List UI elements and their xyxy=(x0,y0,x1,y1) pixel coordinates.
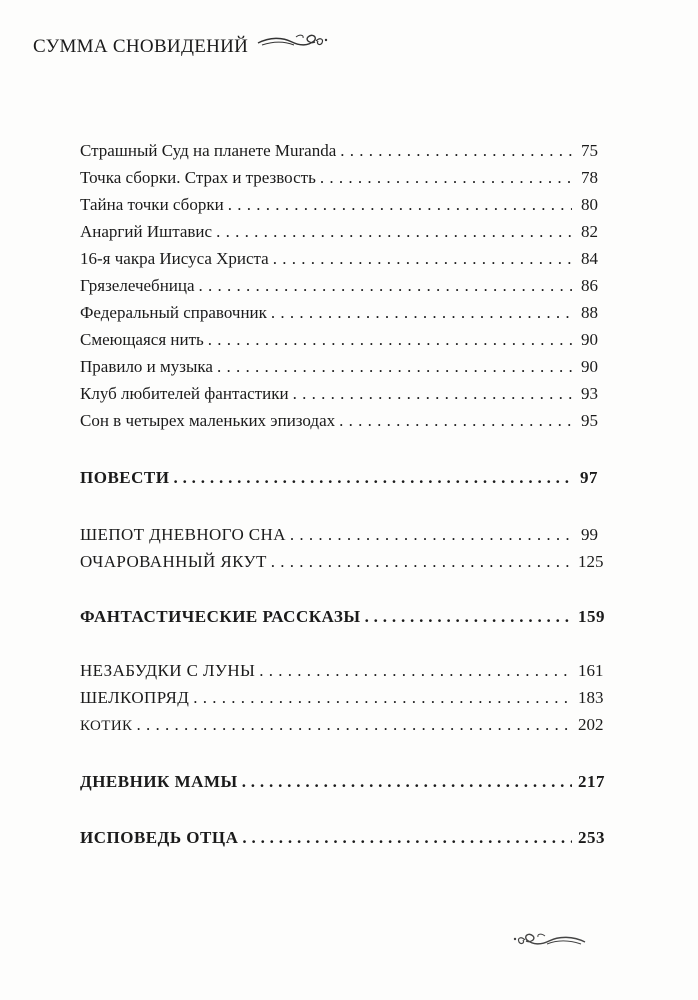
dot-leader xyxy=(259,660,572,682)
toc-entry-title: Сон в четырех маленьких эпизодах xyxy=(80,411,336,430)
toc-entry-title: Клуб любителей фантастики xyxy=(80,384,289,403)
toc-entry-page: 217 xyxy=(578,772,605,791)
toc-entry-title: Точка сборки. Страх и трезвость xyxy=(80,168,316,187)
toc-entry[interactable] xyxy=(80,410,598,432)
toc-entry-page: 95 xyxy=(581,411,598,430)
toc-entry-page: 80 xyxy=(581,195,598,214)
toc-entry-page: 90 xyxy=(581,357,598,376)
toc-section-heading[interactable] xyxy=(80,606,605,628)
toc-entry[interactable] xyxy=(80,551,604,573)
toc-entry-page: 90 xyxy=(581,330,598,349)
toc-entry-page: 125 xyxy=(578,552,604,571)
toc-entry[interactable] xyxy=(80,221,598,243)
toc-entry-page: 88 xyxy=(581,303,598,322)
toc-entry-title: ФАНТАСТИЧЕСКИЕ РАССКАЗЫ xyxy=(80,607,361,626)
dot-leader xyxy=(199,275,572,297)
toc-entry-title: НЕЗАБУДКИ С ЛУНЫ xyxy=(80,661,256,680)
toc-section-heading[interactable] xyxy=(80,467,598,489)
toc-entry[interactable] xyxy=(80,714,604,737)
toc-entry[interactable] xyxy=(80,275,598,297)
toc-entry[interactable] xyxy=(80,329,598,351)
toc-entry-title: Тайна точки сборки xyxy=(80,195,224,214)
toc-entry[interactable] xyxy=(80,167,598,189)
toc-entry[interactable] xyxy=(80,383,598,405)
dot-leader xyxy=(217,356,572,378)
dot-leader xyxy=(271,302,572,324)
toc-entry-title: Страшный Суд на планете Muranda xyxy=(80,141,337,160)
toc-entry-page: 161 xyxy=(578,661,604,680)
toc-section-heading[interactable] xyxy=(80,827,605,849)
dot-leader xyxy=(228,194,572,216)
toc-entry-page: 84 xyxy=(581,249,598,268)
dot-leader xyxy=(271,551,572,573)
toc-entry-page: 253 xyxy=(578,828,605,847)
toc-entry[interactable] xyxy=(80,687,604,709)
toc-section-heading[interactable] xyxy=(80,771,605,793)
toc-entry-title: КОТИК xyxy=(80,718,133,734)
toc-entry-title: ИСПОВЕДЬ ОТЦА xyxy=(80,828,239,847)
dot-leader xyxy=(242,771,572,793)
dot-leader xyxy=(136,714,572,736)
toc-entry-title: ШЕПОТ ДНЕВНОГО СНА xyxy=(80,525,286,544)
dot-leader xyxy=(340,140,572,162)
toc-entry-page: 75 xyxy=(581,141,598,160)
toc-entry-title: ОЧАРОВАННЫЙ ЯКУТ xyxy=(80,552,267,571)
toc-entry-title: Грязелечебница xyxy=(80,276,195,295)
toc-entry-title: Смеющаяся нить xyxy=(80,330,204,349)
toc-entry-title: Правило и музыка xyxy=(80,357,213,376)
dot-leader xyxy=(173,467,572,489)
toc-entry[interactable] xyxy=(80,302,598,324)
dot-leader xyxy=(193,687,572,709)
toc-entry[interactable] xyxy=(80,356,598,378)
toc-entry-title: Анаргий Иштавис xyxy=(80,222,213,241)
toc-entry[interactable] xyxy=(80,194,598,216)
dot-leader xyxy=(339,410,572,432)
toc-entry[interactable] xyxy=(80,660,604,682)
toc-entry-page: 82 xyxy=(581,222,598,241)
toc-entry-title: ДНЕВНИК МАМЫ xyxy=(80,772,238,791)
toc-entry[interactable] xyxy=(80,248,598,270)
toc-entry-title: ШЕЛКОПРЯД xyxy=(80,688,190,707)
toc-entry-page: 78 xyxy=(581,168,598,187)
toc-entry[interactable] xyxy=(80,524,598,546)
dot-leader xyxy=(320,167,572,189)
toc-entry-page: 202 xyxy=(578,715,604,734)
toc-entry-page: 97 xyxy=(580,468,598,487)
toc-entry[interactable] xyxy=(80,140,598,162)
toc-entry-page: 93 xyxy=(581,384,598,403)
running-title: СУММА СНОВИДЕНИЙ xyxy=(33,36,249,57)
flourish-ornament-icon xyxy=(511,930,587,952)
toc-entry-page: 99 xyxy=(581,525,598,544)
dot-leader xyxy=(216,221,572,243)
toc-entry-page: 159 xyxy=(578,607,605,626)
dot-leader xyxy=(208,329,572,351)
dot-leader xyxy=(290,524,572,546)
dot-leader xyxy=(293,383,572,405)
dot-leader xyxy=(242,827,572,849)
dot-leader xyxy=(273,248,572,270)
toc-entry-title: ПОВЕСТИ xyxy=(80,468,170,487)
flourish-ornament-icon xyxy=(256,31,328,51)
toc-entry-page: 183 xyxy=(578,688,604,707)
toc-entry-title: Федеральный справочник xyxy=(80,303,267,322)
toc-entry-page: 86 xyxy=(581,276,598,295)
dot-leader xyxy=(365,606,572,628)
toc-entry-title: 16-я чакра Иисуса Христа xyxy=(80,249,269,268)
